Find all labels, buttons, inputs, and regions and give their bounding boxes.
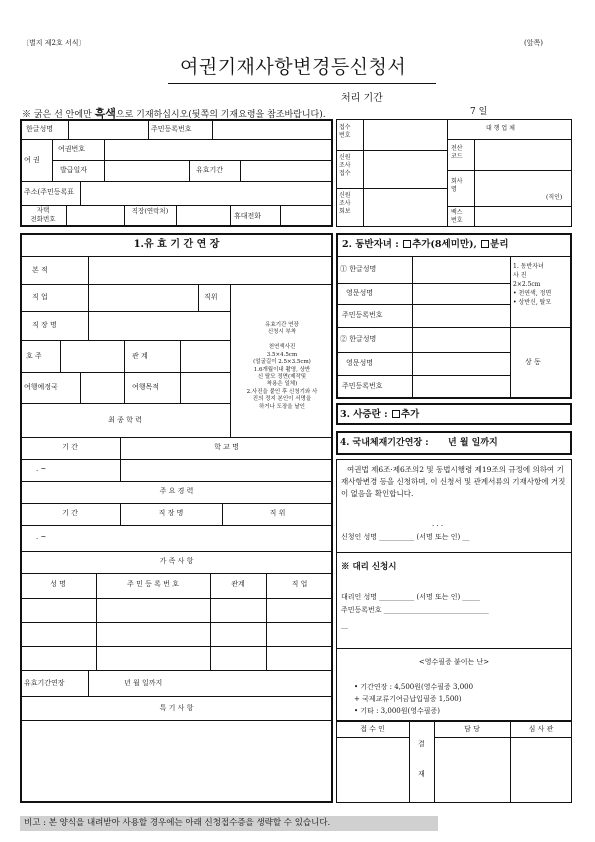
title-underline: [168, 83, 436, 84]
rrn-label: 주민등록번호: [151, 125, 192, 133]
relation-label: 관 계: [132, 352, 148, 360]
address-field[interactable]: [81, 182, 331, 204]
instruction-notice: ※ 굵은 선 안에만 흑색으로 기재하십시오(뒷쪽의 기재요령을 참조바랍니다).: [22, 107, 326, 120]
child2-rrn-field[interactable]: [413, 376, 509, 397]
school-name-label: 학 교 명: [214, 443, 239, 451]
mailbox-number-label: 백스 번호: [451, 209, 463, 225]
household-head-label: 호 주: [26, 352, 42, 360]
school-period-label: 기 간: [62, 443, 78, 451]
career-position-label: 직 위: [269, 509, 286, 517]
fee-line-1: • 기간연장 : 4,500원(영수필증 3,000: [354, 683, 474, 691]
child2-korean-name-field[interactable]: [413, 328, 509, 351]
child1-english-name-field[interactable]: [413, 284, 509, 303]
career-period-label: 기 간: [62, 509, 78, 517]
processing-days: 7 일: [470, 107, 488, 117]
child2-korean-name-label: ② 한글성명: [340, 335, 377, 343]
child1-rrn-label: 주민등록번호: [342, 311, 383, 319]
child2-rrn-label: 주민등록번호: [342, 382, 383, 390]
receiver-label: 접 수 인: [360, 725, 385, 733]
form-title: 여권기재사항변경등신청서: [180, 56, 407, 78]
photo-instructions: 유효기간 연장 신청시 부착 천연색사진 3.5×4.5cm (얼굴길이 2.5×3.5cm) 1.6개월이내 촬영, 상반 신 탈모 정면(제작및 착용은 일체) 2.사진을 붙인 후 신청기와 사 진의 정지 본인이 서명을 하거나 도장을 날인: [246, 322, 318, 410]
home-phone-label: 자택 전화번호: [30, 206, 56, 223]
family-job-label: 직 업: [291, 580, 308, 588]
domicile-field[interactable]: [89, 257, 331, 283]
fee-line-3: • 기타 : 3,000원(영수필증): [354, 707, 440, 715]
proxy-rrn-line[interactable]: 주민등록번호 ______________________________: [341, 606, 489, 614]
education-label: 최 종 학 력: [108, 416, 142, 424]
passport-number-label: 여권번호: [58, 145, 86, 153]
decision-label-1: 결: [418, 740, 425, 748]
position-label: 직위: [204, 293, 218, 301]
footnote-text: 비고 : 본 양식을 내려받아 사용할 경우에는 아래 신청접수증을 생략할 수 있습니다.: [24, 818, 331, 828]
domicile-label: 본 적: [32, 266, 48, 274]
mobile-label: 휴대전화: [234, 212, 262, 220]
occupation-field[interactable]: [89, 285, 197, 310]
receipt-number-label: 접수 번호: [339, 124, 351, 140]
child1-rrn-field[interactable]: [413, 305, 509, 326]
family-label: 가 족 사 항: [159, 557, 194, 565]
form-number: 〔별지 제2호 서식〕: [22, 39, 86, 47]
identity-reply-label: 신원 조사 회보: [339, 192, 351, 216]
declaration-text: 여권법 제6조·제6조의2 및 동법시행령 제19조의 규정에 의하여 기재사항변경 등을 신청하며, 이 신청서 및 관계서류의 기재사항에 거짓이 없음을 확인합니다.: [341, 465, 566, 498]
section3-title: 3. 사증란 : 추가: [340, 409, 420, 420]
family-rrn-label: 주 민 등 록 번 호: [127, 580, 179, 588]
reviewer-label: 심 사 관: [528, 725, 554, 733]
work-phone-field[interactable]: [177, 206, 229, 226]
home-phone-field[interactable]: [67, 206, 123, 226]
decision-label-2: 재: [418, 770, 425, 778]
rrn-field[interactable]: [213, 120, 331, 138]
validity-extension-value[interactable]: 년 월 일까지: [124, 679, 163, 687]
workplace-label: 직 장 명: [32, 321, 57, 329]
child2-english-name-label: 영문성명: [346, 359, 374, 367]
child2-english-name-field[interactable]: [413, 353, 509, 374]
occupation-label: 직 업: [32, 293, 48, 301]
section4-date-field[interactable]: 년 월 일까지: [448, 438, 498, 448]
proxy-name-line[interactable]: 대리인 성명 __________ (서명 또는 인) _____: [341, 593, 480, 601]
korean-name-field[interactable]: [69, 120, 147, 138]
passport-group-label: 여 권: [24, 156, 40, 164]
career-period-value[interactable]: . ~: [36, 533, 47, 541]
validity-extension-label: 유효기간연장: [24, 679, 65, 687]
expiry-label: 유효기간: [196, 166, 224, 174]
section4-title: 4. 국내체재기간연장 :: [340, 438, 429, 448]
processing-period-label: 처리 기간: [341, 93, 383, 104]
mobile-field[interactable]: [281, 206, 331, 226]
child1-korean-name-label: ① 한글성명: [340, 265, 377, 273]
family-name-label: 성 명: [50, 580, 66, 588]
remarks-label: 특 기 사 항: [159, 704, 194, 712]
fee-stamp-title: <영수필증 붙이는 난>: [418, 658, 490, 666]
child-photo-instructions: 1. 동반자녀 사 진 2×2.5cm • 천연색, 정면 • 상반신, 탈모: [513, 263, 552, 306]
separate-child-checkbox[interactable]: [481, 240, 489, 248]
company-name-label: 회사 명: [451, 178, 463, 194]
child1-korean-name-field[interactable]: [413, 257, 509, 282]
company-seal-label: (직인): [546, 194, 563, 201]
add-visa-pages-checkbox[interactable]: [392, 410, 400, 418]
identity-check-label: 신원 조사 접수: [339, 154, 351, 178]
page-side-label: (앞쪽): [524, 39, 543, 47]
computer-code-label: 전산 코드: [451, 145, 463, 161]
school-period-value[interactable]: . ~: [36, 465, 47, 473]
destination-label: 여행예정국: [24, 383, 58, 391]
destination-field[interactable]: [81, 373, 123, 402]
expiry-field[interactable]: [241, 161, 331, 180]
same-as-above-label: 상 동: [525, 358, 541, 366]
section1-title: 1.유 효 기 간 연 장: [133, 239, 220, 250]
section2-title: 2. 동반자녀 : 추가(8세미만), 분리: [342, 239, 509, 250]
applicant-signature-line[interactable]: 신청인 성명 __________ (서명 또는 인) __: [341, 533, 470, 541]
work-phone-label: 직장(연락처): [131, 207, 169, 215]
charge-label: 담 당: [464, 725, 480, 733]
travel-purpose-label: 여행목적: [132, 383, 160, 391]
address-label: 주소(주민등록표: [24, 188, 75, 196]
add-child-checkbox[interactable]: [403, 240, 411, 248]
workplace-field[interactable]: [89, 312, 229, 339]
proxy-extra-line[interactable]: __: [341, 621, 348, 629]
issue-date-field[interactable]: [105, 161, 188, 180]
declaration-date[interactable]: . . .: [432, 520, 444, 528]
travel-purpose-field[interactable]: [181, 373, 229, 402]
approval-block: [336, 721, 572, 803]
fee-line-2: + 국제교류기여금납입필증 1,500): [354, 695, 462, 703]
issue-date-label: 발급일자: [60, 166, 88, 174]
agency-label: 대 행 업 체: [486, 125, 515, 132]
remarks-field[interactable]: [22, 722, 331, 801]
career-label: 주 요 경 력: [159, 487, 194, 495]
family-relation-label: 관계: [231, 580, 245, 588]
career-company-label: 직 장 명: [158, 509, 184, 517]
proxy-title: ※ 대리 신청시: [341, 562, 397, 572]
passport-number-field[interactable]: [105, 140, 331, 159]
korean-name-label: 한글성명: [26, 125, 54, 133]
child1-english-name-label: 영문성명: [346, 289, 374, 297]
